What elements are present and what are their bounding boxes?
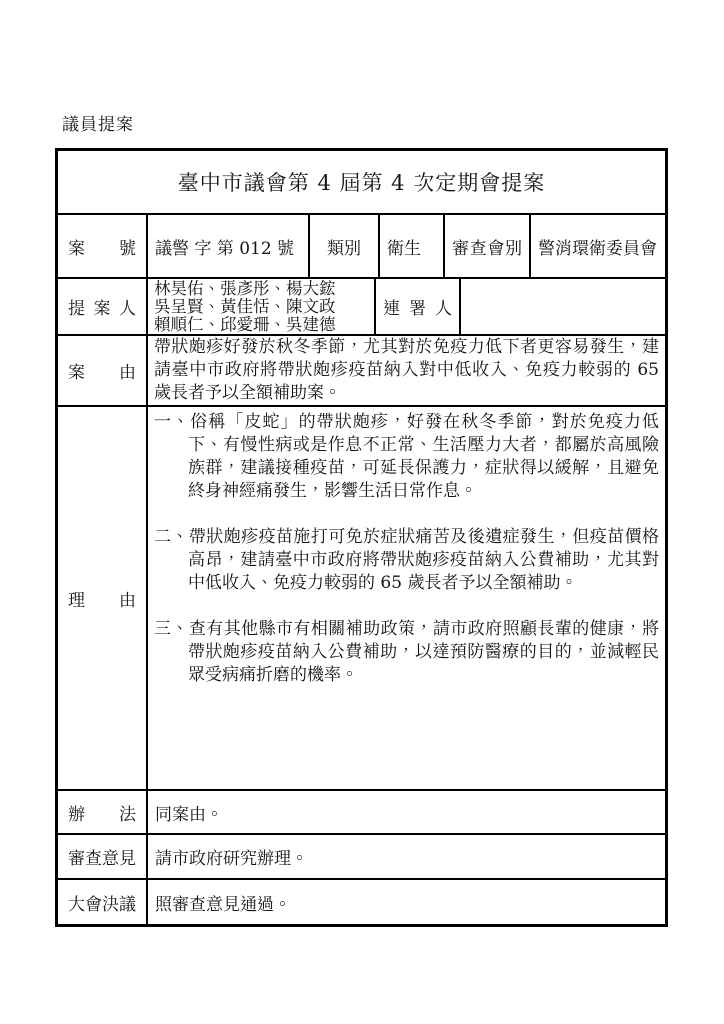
review-opinion-text: 請市政府研究辦理。 [155, 849, 308, 869]
review-opinion-content-cell [148, 835, 665, 878]
proposer-names-line: 林昊佑、張彥彤、楊大鋐 [154, 279, 336, 298]
category-value-cell [380, 215, 445, 277]
reason-item-2: 二、帶狀皰疹疫苗施打可免於症狀痛苦及後遺症發生，但疫苗價格高昂，建請臺中市政府將帶狀皰疹疫苗納入公費補助，尤其對中低收入、免疫力較弱的 65 歲長者予以全額補助。 [154, 527, 659, 593]
review-committee-value-cell [531, 215, 665, 277]
case-number-row [58, 215, 665, 279]
resolution-content-cell [148, 880, 665, 924]
reason-label-cell [58, 407, 148, 789]
resolution-text: 照審查意見通過。 [155, 894, 291, 915]
subject-label-cell [58, 336, 148, 405]
method-content-cell [148, 791, 665, 833]
review-committee-label: 審 查 會 別 [452, 238, 522, 259]
proposer-names-cell [148, 279, 376, 334]
cosigner-label: 連 署 人 [383, 299, 452, 319]
proposer-label-cell [58, 279, 148, 334]
category-value: 衛生 [387, 238, 421, 259]
proposal-table [55, 148, 668, 927]
proposer-names-line: 賴順仁、邱愛珊、吳建德 [154, 314, 336, 334]
table-title-cell [58, 151, 665, 213]
reason-item-1: 一、俗稱「皮蛇」的帶狀皰疹，好發在秋冬季節，對於免疫力低下、有慢性病或是作息不正常、生活壓力大者，都屬於高風險族群，建議接種疫苗，可延長保護力，症狀得以緩解，且避免終身神經痛發生，影響生活日常作息。 [154, 412, 659, 501]
subject-content-cell [148, 336, 665, 405]
case-number-value-cell [148, 215, 310, 277]
case-number-label: 案 號 [68, 238, 136, 259]
subject-text: 帶狀皰疹好發於秋冬季節，尤其對於免疫力低下者更容易發生，建請臺中市政府將帶狀皰疹疫苗納入對中低收入、免疫力較弱的 65 歲長者予以全額補助案。 [154, 337, 659, 403]
category-label-cell [310, 215, 380, 277]
reason-content-cell [148, 407, 665, 789]
subject-label: 案 由 [68, 363, 136, 383]
document-title: 臺中市議會第 4 屆第 4 次定期會提案 [177, 171, 546, 195]
document-type-label: 議員提案 [62, 115, 134, 135]
review-opinion-row [58, 835, 665, 880]
method-label: 辦 法 [68, 804, 136, 825]
proposer-row [58, 279, 665, 336]
case-number-label-cell [58, 215, 148, 277]
cosigner-value-cell [461, 279, 665, 334]
reason-label: 理 由 [68, 590, 136, 611]
review-opinion-label-cell [58, 835, 148, 878]
proposer-label: 提 案 人 [68, 299, 136, 319]
review-committee-label-cell [445, 215, 531, 277]
resolution-label-cell [58, 880, 148, 924]
reason-item-3: 三、查有其他縣市有相關補助政策，請市政府照顧長輩的健康，將帶狀皰疹疫苗納入公費補助，以達預防醫療的目的，並減輕民眾受病痛折磨的機率。 [154, 619, 659, 685]
reason-body [148, 407, 665, 710]
review-opinion-label: 審 查 意 見 [68, 849, 136, 869]
resolution-label: 大 會 決 議 [68, 894, 136, 915]
proposer-names-line: 吳呈賢、黃佳恬、陳文政 [154, 296, 336, 316]
review-committee-value: 警消環衛委員會 [538, 238, 657, 259]
cosigner-label-cell [376, 279, 461, 334]
method-row [58, 791, 665, 835]
resolution-row [58, 880, 665, 924]
case-number-value: 議警 字 第 012 號 [155, 238, 295, 259]
category-label: 類別 [327, 238, 361, 259]
method-label-cell [58, 791, 148, 833]
method-text: 同案由。 [155, 804, 223, 825]
table-title-row [58, 151, 665, 215]
subject-row [58, 336, 665, 407]
reason-row [58, 407, 665, 791]
